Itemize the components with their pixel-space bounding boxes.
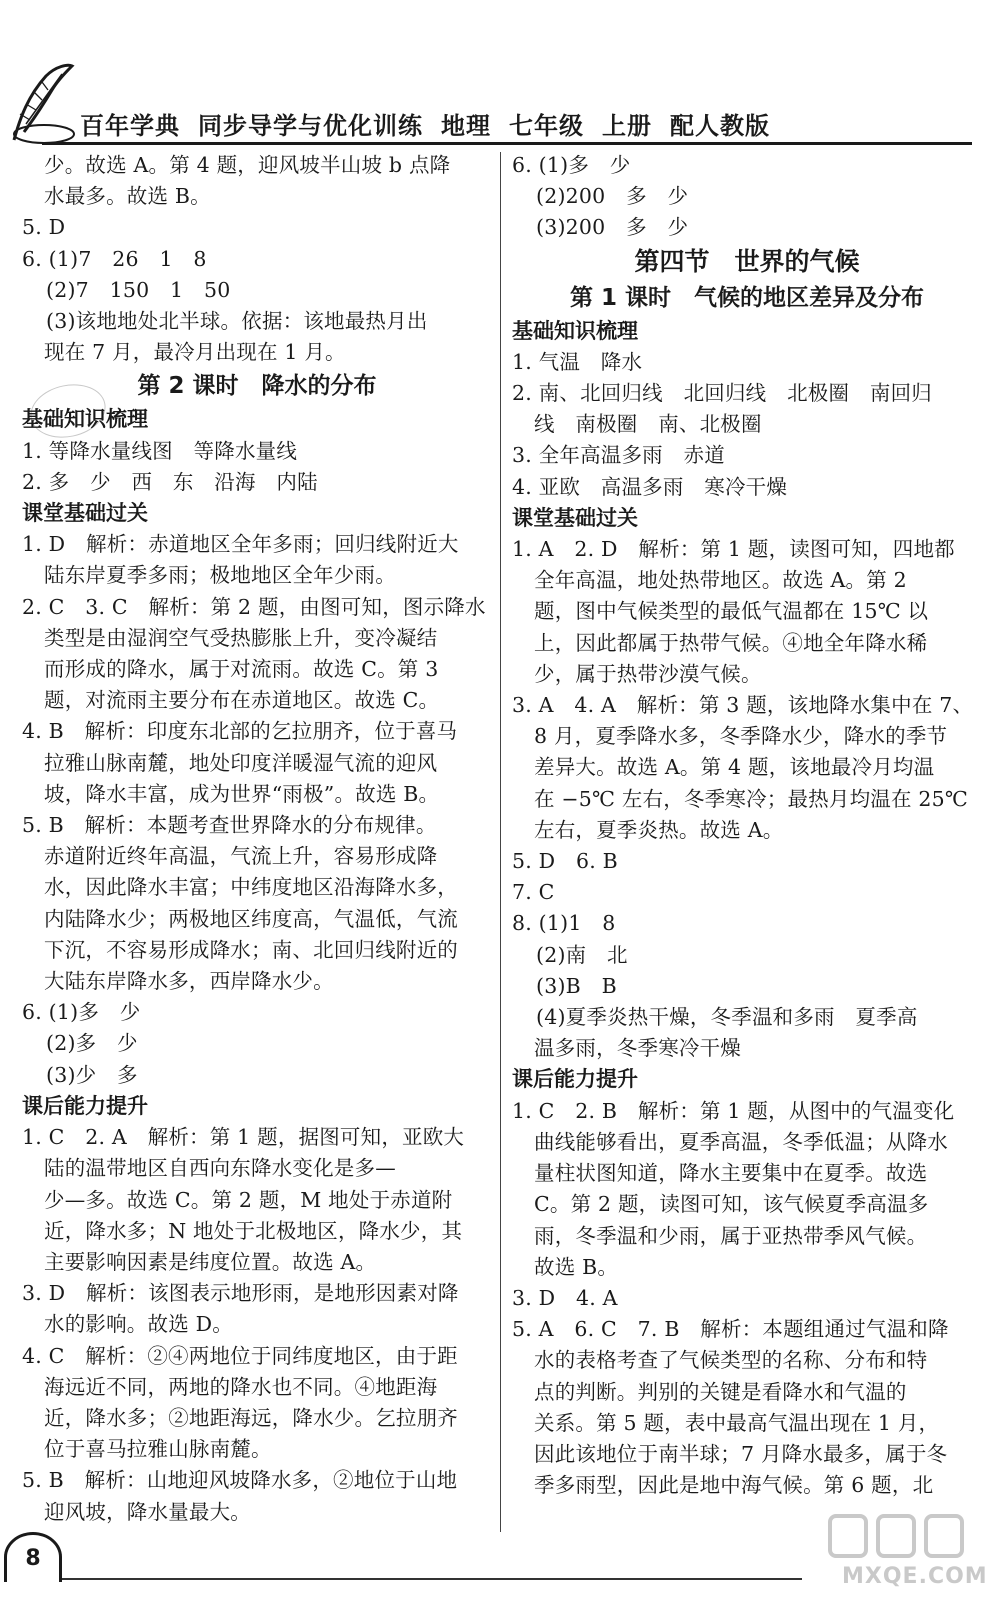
answer-line: 4. C 解析：②④两地位于同纬度地区，由于距 (22, 1343, 458, 1368)
answer-line: 少。故选 A。第 4 题，迎风坡半山坡 b 点降 (44, 153, 451, 177)
answer-line: 4. B 解析：印度东北部的乞拉朋齐，位于喜马 (22, 719, 458, 744)
header-part: 七年级 (509, 112, 584, 140)
lesson-title: 第 1 课时 气候的地区差异及分布 (569, 284, 925, 311)
answer-line: 关系。第 5 题，表中最高气温出现在 1 月， (534, 1410, 940, 1435)
answer-line: (3)B B (536, 973, 617, 998)
watermark-logo-icon (800, 1508, 980, 1568)
answer-line: 8 月，夏季降水多，冬季降水少，降水的季节 (534, 724, 948, 749)
answer-line: 少—多。故选 C。第 2 题，M 地处于赤道附 (44, 1187, 453, 1212)
answer-line: 水最多。故选 B。 (44, 184, 211, 209)
answer-line: (3)该地地处北半球。依据：该地最热月出 (46, 309, 428, 334)
answer-line: 2. 南、北回归线 北回归线 北极圈 南回归 (512, 381, 932, 406)
answer-line: C。第 2 题，读图可知，该气候夏季高温多 (534, 1192, 929, 1217)
answer-line: (3)200 多 少 (536, 215, 689, 240)
answer-line: 5. A 6. C 7. B 解析：本题组通过气温和降 (512, 1317, 949, 1342)
header-part: 上册 (602, 112, 652, 140)
feather-quill-icon (6, 62, 76, 144)
answer-line: 坡，降水丰富，成为世界“雨极”。故选 B。 (44, 781, 440, 806)
answer-line: 3. D 解析：该图表示地形雨，是地形因素对降 (22, 1281, 459, 1306)
answer-line: 曲线能够看出，夏季高温，冬季低温；从降水 (534, 1129, 948, 1154)
section-heading: 课后能力提升 (512, 1067, 638, 1092)
answer-line: 故选 B。 (534, 1254, 619, 1279)
answer-line: 少，属于热带沙漠气候。 (534, 661, 762, 686)
answer-line: 温多雨，冬季寒冷干燥 (534, 1036, 741, 1061)
answer-line: 下沉，不容易形成降水；南、北回归线附近的 (44, 937, 458, 962)
header-part: 地理 (441, 112, 491, 140)
answer-line: 2. 多 少 西 东 沿海 内陆 (22, 469, 318, 494)
answer-line: 近，降水多；N 地处于北极地区，降水少，其 (44, 1218, 463, 1243)
answer-line: (2)200 多 少 (536, 184, 689, 209)
answer-line: 陆东岸夏季多雨；极地地区全年少雨。 (44, 563, 396, 588)
answer-line: 大陆东岸降水多，西岸降水少。 (44, 969, 334, 994)
watermark (800, 1508, 988, 1594)
answer-line: 2. C 3. C 解析：第 2 题，由图可知，图示降水 (22, 594, 486, 619)
header-part: 同步导学与优化训练 (198, 112, 423, 140)
answer-line: (2)7 150 1 50 (46, 277, 231, 302)
answer-line: (2)多 少 (46, 1031, 138, 1056)
answer-line: 水的影响。故选 D。 (44, 1312, 233, 1337)
section-heading: 基础知识梳理 (512, 318, 638, 343)
answer-line: 主要影响因素是纬度位置。故选 A。 (44, 1249, 377, 1274)
answer-line: 近，降水多；②地距海远，降水少。乞拉朋齐 (44, 1405, 458, 1430)
answer-line: 3. 全年高温多雨 赤道 (512, 443, 725, 468)
answer-line: 1. 气温 降水 (512, 349, 643, 374)
answer-line: 7. C (512, 880, 555, 905)
answer-line: 1. D 解析：赤道地区全年多雨；回归线附近大 (22, 532, 459, 557)
answer-line: (2)南 北 (536, 942, 628, 967)
footer-rule (62, 1578, 802, 1580)
answer-line: 上，因此都属于热带气候。④地全年降水稀 (534, 630, 928, 655)
answer-line: 线 南极圈 南、北极圈 (534, 412, 762, 437)
answer-line: 6. (1)多 少 (22, 1000, 141, 1025)
answer-line: 雨，冬季温和少雨，属于亚热带季风气候。 (534, 1223, 928, 1248)
answer-line: 1. 等降水量线图 等降水量线 (22, 438, 298, 463)
answer-line: 量柱状图知道，降水主要集中在夏季。故选 (534, 1161, 928, 1186)
answer-line: 而形成的降水，属于对流雨。故选 C。第 3 (44, 657, 439, 682)
answer-line: 5. D 6. B (512, 849, 618, 874)
page-header (0, 0, 996, 150)
column-divider (500, 152, 501, 1532)
answer-line: 3. D 4. A (512, 1285, 618, 1310)
left-column (22, 150, 492, 1528)
answer-line: 4. 亚欧 高温多雨 寒冷干燥 (512, 474, 788, 499)
answer-line: 左右，夏季炎热。故选 A。 (534, 817, 784, 842)
chapter-title: 第四节 世界的气候 (634, 246, 860, 276)
header-part: 百年学典 (80, 112, 180, 140)
section-heading: 基础知识梳理 (22, 407, 148, 432)
answer-line: 5. D (22, 215, 66, 240)
answer-line: 因此该地位于南半球；7 月降水最多，属于冬 (534, 1441, 948, 1466)
answer-line: 迎风坡，降水量最大。 (44, 1499, 251, 1524)
answer-line: 陆的温带地区自西向东降水变化是多— (44, 1156, 396, 1181)
book-title (80, 106, 788, 141)
answer-line: 8. (1)1 8 (512, 911, 616, 936)
lesson-title: 第 2 课时 降水的分布 (137, 373, 377, 400)
answer-line: 1. C 2. A 解析：第 1 题，据图可知，亚欧大 (22, 1125, 465, 1150)
answer-line: 内陆降水少；两极地区纬度高，气温低，气流 (44, 906, 458, 931)
answer-line: 题，图中气候类型的最低气温都在 15℃ 以 (534, 599, 929, 624)
answer-line: 6. (1)7 26 1 8 (22, 246, 207, 271)
answer-line: 在 −5℃ 左右，冬季寒冷；最热月均温在 25℃ (534, 786, 969, 811)
header-rule (42, 142, 972, 145)
answer-line: (4)夏季炎热干燥，冬季温和多雨 夏季高 (536, 1005, 918, 1030)
answer-line: 赤道附近终年高温，气流上升，容易形成降 (44, 844, 438, 869)
answer-line: 6. (1)多 少 (512, 153, 631, 177)
answer-line: 现在 7 月，最冷月出现在 1 月。 (44, 340, 346, 365)
page-number: 8 (4, 1532, 62, 1582)
answer-line: 题，对流雨主要分布在赤道地区。故选 C。 (44, 688, 440, 713)
answer-line: (3)少 多 (46, 1062, 138, 1087)
answer-line: 3. A 4. A 解析：第 3 题，该地降水集中在 7、 (512, 693, 974, 718)
answer-line: 水的表格考查了气候类型的名称、分布和特 (534, 1348, 928, 1373)
right-column (512, 150, 982, 1501)
answer-line: 海远近不同，两地的降水也不同。④地距海 (44, 1374, 438, 1399)
answer-line: 拉雅山脉南麓，地处印度洋暖湿气流的迎风 (44, 750, 438, 775)
answer-line: 5. B 解析：山地迎风坡降水多，②地位于山地 (22, 1468, 458, 1493)
answer-line: 点的判断。判别的关键是看降水和气温的 (534, 1379, 907, 1404)
answer-line: 位于喜马拉雅山脉南麓。 (44, 1437, 272, 1462)
answer-line: 差异大。故选 A。第 4 题，该地最冷月均温 (534, 755, 935, 780)
answer-line: 季多雨型，因此是地中海气候。第 6 题，北 (534, 1473, 934, 1498)
answer-line: 5. B 解析：本题考查世界降水的分布规律。 (22, 813, 437, 838)
answer-line: 类型是由湿润空气受热膨胀上升，变冷凝结 (44, 625, 438, 650)
answer-line: 1. C 2. B 解析：第 1 题，从图中的气温变化 (512, 1098, 955, 1123)
answer-line: 水，因此降水丰富；中纬度地区沿海降水多， (44, 875, 458, 900)
answer-line: 1. A 2. D 解析：第 1 题，读图可知，四地都 (512, 537, 955, 562)
header-part: 配人教版 (670, 112, 770, 140)
section-heading: 课后能力提升 (22, 1093, 148, 1118)
section-heading: 课堂基础过关 (512, 505, 638, 530)
section-heading: 课堂基础过关 (22, 501, 148, 526)
watermark-text: MXQE.COM (842, 1564, 988, 1589)
answer-line: 全年高温，地处热带地区。故选 A。第 2 (534, 568, 907, 593)
